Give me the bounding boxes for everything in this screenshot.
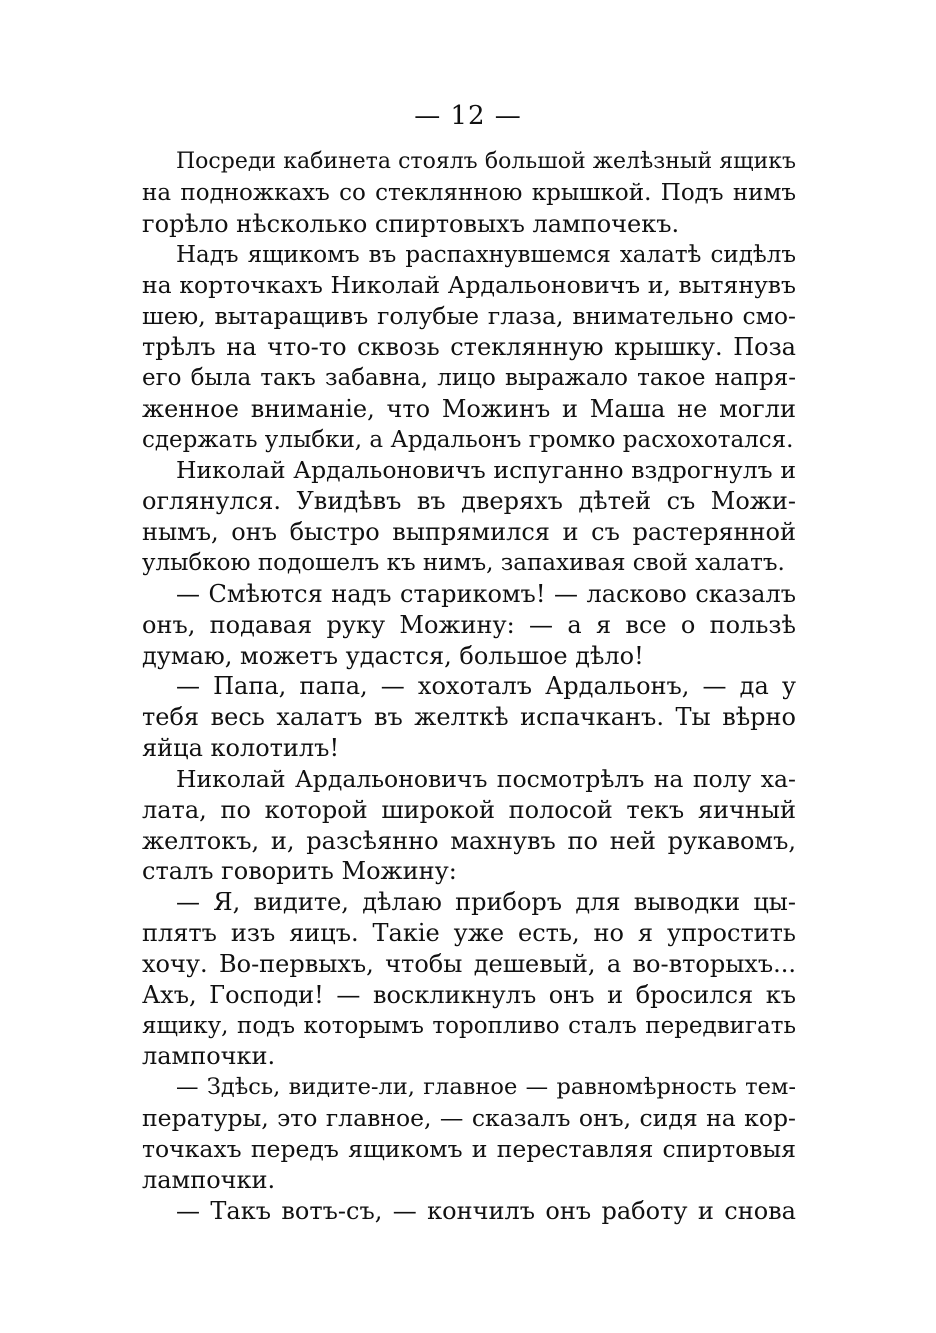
text-line: — Смѣются надъ старикомъ! — ласково сказалъ: [176, 579, 796, 608]
text-line: сдержать улыбки, а Ардальонъ громко расхохотался.: [142, 426, 794, 453]
paragraph: [142, 240, 796, 456]
text-line: Посреди кабинета стоялъ большой желѣзный ящикъ: [176, 149, 796, 174]
text-line: Николай Ардальоновичъ посмотрѣлъ на полу ха-: [176, 764, 796, 793]
text-line: думаю, можетъ удастся, большое дѣло!: [142, 641, 644, 670]
text-line: хочу. Во-первыхъ, чтобы дешевый, а во-вторыхъ...: [142, 949, 796, 978]
text-line: яйца колотилъ!: [142, 734, 340, 763]
text-line: — Здѣсь, видите-ли, главное — равномѣрность тем-: [176, 1074, 796, 1101]
text-line: Николай Ардальоновичъ испуганно вздрогнулъ и: [176, 456, 796, 485]
text-line: желтокъ, и, разсѣянно махнувъ по ней рукавомъ,: [142, 826, 796, 855]
text-line: лата, по которой широкой полосой текъ яичный: [142, 795, 796, 824]
text-line: его была такъ забавна, лицо выражало такое напря-: [142, 364, 796, 391]
text-line: женное вниманіе, что Можинъ и Маша не могли: [142, 394, 796, 423]
text-line: — Я, видите, дѣлаю приборъ для выводки цы-: [176, 888, 796, 917]
text-line: Ахъ, Господи! — воскликнулъ онъ и бросился къ: [142, 980, 796, 1009]
text-line: горѣло нѣсколько спиртовыхъ лампочекъ.: [142, 209, 680, 238]
text-line: на подножкахъ со стеклянною крышкой. Подъ нимъ: [142, 179, 796, 206]
text-line: трѣлъ на что-то сквозь стеклянную крышку. Поза: [142, 333, 796, 362]
text-line: нымъ, онъ быстро выпрямился и съ растерянной: [142, 518, 796, 547]
text-line: улыбкою подошелъ къ нимъ, запахивая свой халатъ.: [142, 549, 785, 576]
paragraph: [142, 455, 796, 578]
text-line: — Папа, папа, — хохоталъ Ардальонъ, — да у: [176, 672, 796, 701]
page-body-text: [142, 147, 796, 1227]
text-line: тебя весь халатъ въ желткѣ испачканъ. Ты вѣрно: [142, 703, 796, 732]
text-line: пературы, это главное, — сказалъ онъ, сидя на кор-: [142, 1104, 796, 1133]
paragraph: [142, 579, 796, 672]
text-line: точкахъ передъ ящикомъ и переставляя спиртовыя: [142, 1135, 796, 1163]
paragraph: [142, 671, 796, 764]
paragraph: [142, 147, 796, 240]
text-line: лампочки.: [142, 1042, 276, 1071]
text-line: шею, вытаращивъ голубые глаза, внимательно смо-: [142, 302, 796, 331]
text-line: лампочки.: [142, 1165, 276, 1194]
page-number: — 12 —: [414, 101, 522, 131]
text-line: оглянулся. Увидѣвъ въ дверяхъ дѣтей съ Можи-: [142, 487, 796, 516]
text-line: — Такъ вотъ-съ, — кончилъ онъ работу и снова: [176, 1196, 796, 1225]
text-line: на корточкахъ Николай Ардальоновичъ и, вытянувъ: [142, 271, 796, 300]
paragraph: [142, 1072, 796, 1195]
text-line: Надъ ящикомъ въ распахнувшемся халатѣ сидѣлъ: [176, 241, 796, 268]
paragraph: [142, 764, 796, 887]
text-line: плятъ изъ яицъ. Такіе уже есть, но я упростить: [142, 919, 796, 948]
text-line: ящику, подъ которымъ торопливо сталъ передвигать: [142, 1012, 796, 1039]
paragraph: [142, 1196, 796, 1227]
text-line: сталъ говорить Можину:: [142, 857, 457, 886]
paragraph: [142, 887, 796, 1072]
text-line: онъ, подавая руку Можину: — а я все о пользѣ: [142, 610, 796, 639]
